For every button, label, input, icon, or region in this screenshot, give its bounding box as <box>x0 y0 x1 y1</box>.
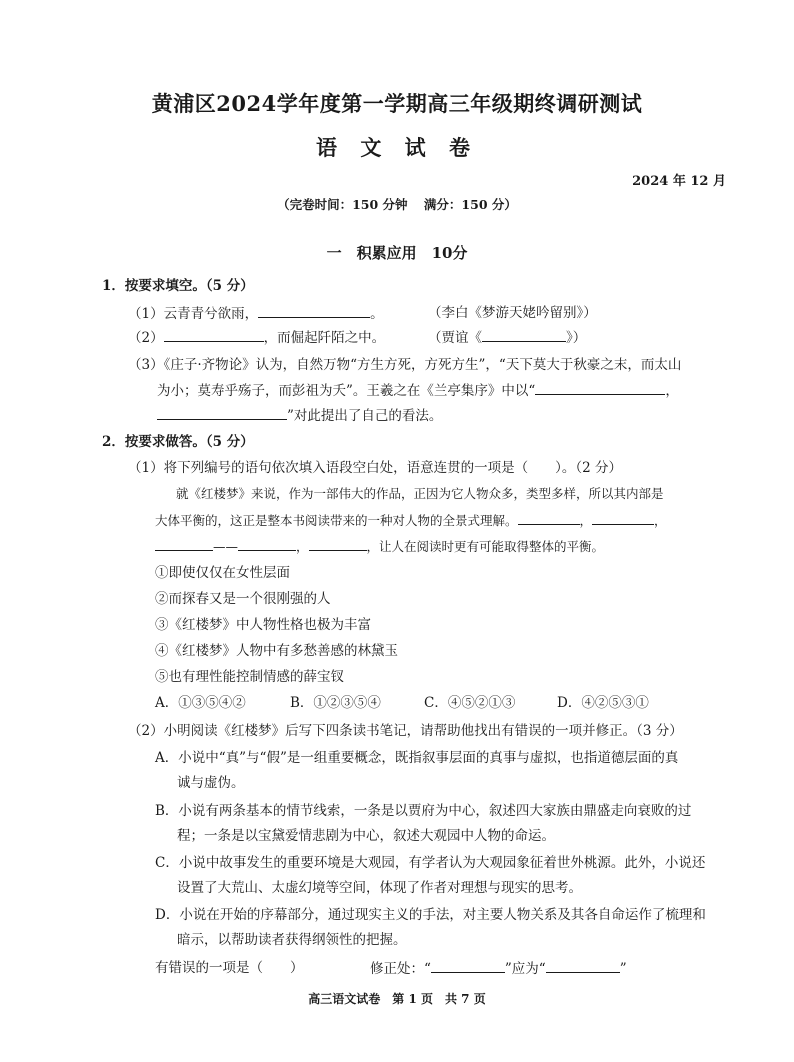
correction-end: ” <box>619 961 627 977</box>
answer-blank[interactable] <box>535 380 665 395</box>
note-b-line-2: 程；一条是以宝黛爱情悲剧为中心，叙述大观园中人物的命运。 <box>177 828 555 844</box>
correction-label: 修正处：“ <box>370 961 431 977</box>
q1-item-2-label: （2） <box>128 330 164 346</box>
answer-line <box>155 958 304 978</box>
q1-item-3-line-3 <box>157 405 442 426</box>
correction-mid: ”应为“ <box>504 961 546 977</box>
passage-blank[interactable] <box>309 536 367 551</box>
note-a-line-2: 诚与虚伪。 <box>177 775 245 791</box>
passage-sep: ， <box>579 513 593 528</box>
answer-blank[interactable] <box>164 327 264 342</box>
q1-item-2 <box>128 327 385 348</box>
q1-item-3-end: ”对此提出了自己的看法。 <box>287 408 443 424</box>
answer-label: 有错误的一项是（ ） <box>155 960 304 976</box>
sentence-item: ②而探春又是一个很刚强的人 <box>155 591 331 607</box>
exam-date: 2024 年 12 月 <box>632 174 726 189</box>
q1-item-2-source-b: 》） <box>566 330 587 346</box>
q1-item-1-text: （1）云青青兮欲雨， <box>128 306 259 322</box>
q1-item-1-source: （李白《梦游天姥吟留别》） <box>428 305 597 321</box>
correction-blank[interactable] <box>546 958 620 973</box>
exam-subtitle: 语 文 试 卷 <box>316 135 478 160</box>
passage-sep: ， <box>296 539 309 554</box>
exam-time: （完卷时间：150 分钟 <box>277 197 408 212</box>
section-title: 一 积累应用 10分 <box>326 244 468 262</box>
q1-item-3-line-1: （3）《庄子·齐物论》认为，自然万物“方生方死，方死方生”，“天下莫大于秋豪之末，而太山 <box>128 357 682 373</box>
correction-blank[interactable] <box>431 958 505 973</box>
sentence-item: ①即使仅仅在女性层面 <box>155 565 290 581</box>
sentence-item: ④《红楼梦》人物中有多愁善感的林黛玉 <box>155 643 398 659</box>
q1-item-1 <box>128 303 384 324</box>
note-d-line-1: D．小说在开始的序幕部分，通过现实主义的手法，对主要人物关系及其各自命运作了梳理和 <box>155 907 706 923</box>
choice-d[interactable]: D．④②⑤③① <box>557 695 649 711</box>
q1-item-2-source <box>428 327 586 348</box>
passage-blank[interactable] <box>238 536 296 551</box>
q2-part-2-intro: （2）小明阅读《红楼梦》后写下四条读书笔记，请帮助他找出有错误的一项并修正。（3 分） <box>128 723 683 739</box>
choice-c[interactable]: C．④⑤②①③ <box>424 695 516 711</box>
sentence-item: ③《红楼梦》中人物性格也极为丰富 <box>155 617 371 633</box>
choice-b[interactable]: B．①②③⑤④ <box>290 695 381 711</box>
note-b-line-1: B．小说有两条基本的情节线索，一条是以贾府为中心，叙述四大家族由鼎盛走向衰败的过 <box>155 803 692 819</box>
correction-line <box>370 958 627 979</box>
page-footer: 高三语文试卷 第 1 页 共 7 页 <box>308 992 486 1006</box>
q1-item-2-text: ，而倔起阡陌之中。 <box>263 330 386 346</box>
answer-blank[interactable] <box>258 303 370 318</box>
q1-item-3-text: 为小；莫寿乎殇子，而彭祖为夭”。王羲之在《兰亭集序》中以“ <box>157 383 536 399</box>
choice-a[interactable]: A．①③⑤④② <box>155 695 246 711</box>
sentence-item: ⑤也有理性能控制情感的薛宝钗 <box>155 669 344 685</box>
passage-blank[interactable] <box>155 536 213 551</box>
passage-line-2 <box>155 510 667 531</box>
answer-blank[interactable] <box>157 405 287 420</box>
note-c-line-1: C．小说中故事发生的重要环境是大观园，有学者认为大观园象征着世外桃源。此外，小说还 <box>155 855 706 871</box>
q2-part-1-intro: （1）将下列编号的语句依次填入语段空白处，语意连贯的一项是（ ）。（2 分） <box>128 460 622 476</box>
note-c-line-2: 设置了大荒山、太虚幻境等空间，体现了作者对理想与现实的思考。 <box>177 880 582 896</box>
note-a-line-1: A．小说中“真”与“假”是一组重要概念，既指叙事层面的真事与虚拟，也指道德层面的真 <box>155 750 679 766</box>
q1-item-3-comma: ， <box>665 383 679 399</box>
passage-blank[interactable] <box>592 510 654 525</box>
note-d-line-2: 暗示，以帮助读者获得纲领性的把握。 <box>177 932 407 948</box>
exam-title: 黄浦区2024学年度第一学期高三年级期终调研测试 <box>151 91 643 116</box>
q1-heading: 1．按要求填空。（5 分） <box>102 278 254 294</box>
passage-line-2-text: 大体平衡的，这正是整本书阅读带来的一种对人物的全景式理解。 <box>155 513 518 528</box>
q1-item-1-end: 。 <box>370 306 384 322</box>
passage-sep: ， <box>654 513 667 528</box>
q1-item-3-line-2 <box>157 380 679 401</box>
answer-blank[interactable] <box>482 327 566 342</box>
q1-item-2-source-a: （贾谊《 <box>428 330 482 346</box>
passage-blank[interactable] <box>518 510 580 525</box>
passage-dash: —— <box>213 539 238 554</box>
exam-score: 满分：150 分） <box>423 197 517 212</box>
passage-line-1: 就《红楼梦》来说，作为一部伟大的作品，正因为它人物众多，类型多样，所以其内部是 <box>176 486 664 501</box>
passage-line-3 <box>155 536 604 557</box>
passage-line-3-text: ，让人在阅读时更有可能取得整体的平衡。 <box>366 539 605 554</box>
exam-meta <box>0 195 794 213</box>
q2-heading: 2．按要求做答。（5 分） <box>102 434 254 450</box>
